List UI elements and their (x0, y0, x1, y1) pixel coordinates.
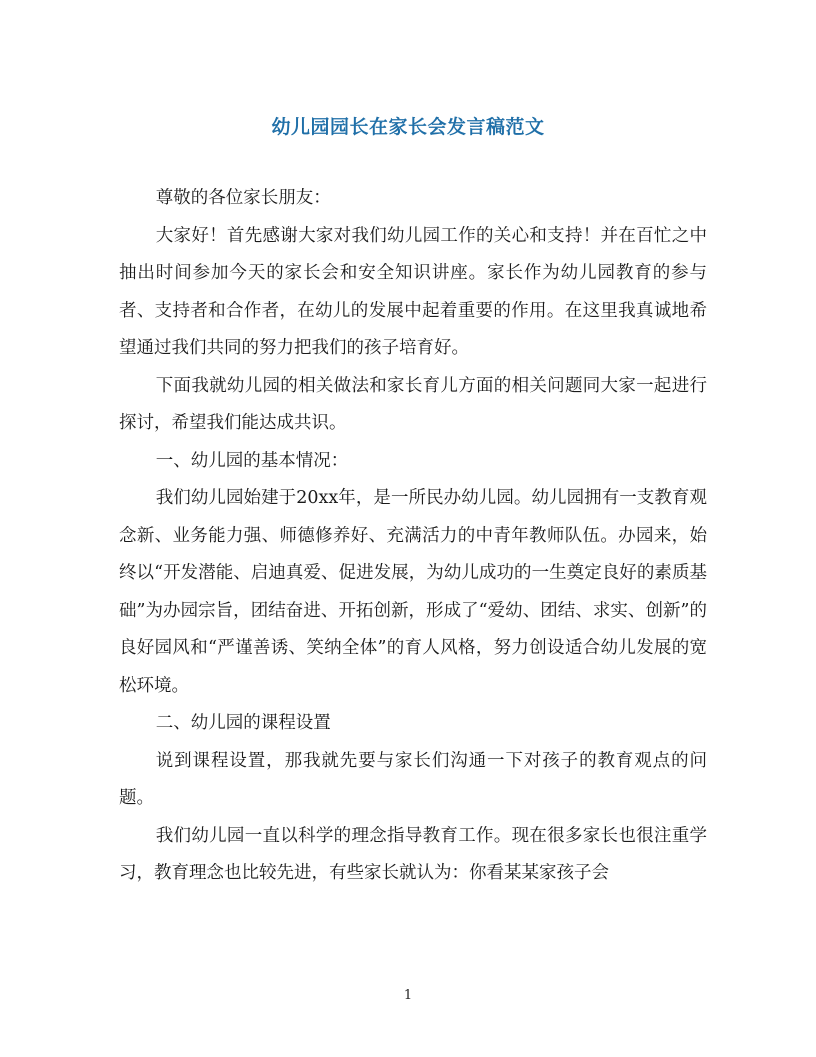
discussion-paragraph: 下面我就幼儿园的相关做法和家长育儿方面的相关问题同大家一起进行探讨，希望我们能达成共识。 (119, 375, 707, 433)
greeting-paragraph: 尊敬的各位家长朋友： (155, 188, 331, 208)
education-philosophy-paragraph: 我们幼儿园一直以科学的理念指导教育工作。现在很多家长也很注重学习，教育理念也比较先进，有些家长就认为：你看某某家孩子会 (119, 825, 707, 883)
page-number: 1 (403, 988, 413, 1003)
curriculum-intro-paragraph: 说到课程设置，那我就先要与家长们沟通一下对孩子的教育观点的问题。 (119, 750, 707, 808)
document-title: 幼儿园园长在家长会发言稿范文 (271, 116, 545, 138)
document-body (119, 180, 707, 893)
section-heading-basic-info: 一、幼儿园的基本情况： (155, 450, 349, 471)
basic-info-paragraph: 我们幼儿园始建于20xx年，是一所民办幼儿园。幼儿园拥有一支教育观念新、业务能力强、师德修养好、充满活力的中青年教师队伍。办园来，始终以“开发潜能、启迪真爱、促进发展，为幼儿成功的一生奠定良好的素质基础”为办园宗旨，团结奋进、开拓创新，形成了“爱幼、团结、求实、创新”的良好园风和“严谨善诱、笑纳全体”的育人风格，努力创设适合幼儿发展的宽松环境。 (119, 488, 707, 696)
section-heading-curriculum: 二、幼儿园的课程设置 (155, 713, 331, 733)
opening-paragraph: 大家好！首先感谢大家对我们幼儿园工作的关心和支持！并在百忙之中抽出时间参加今天的家长会和安全知识讲座。家长作为幼儿园教育的参与者、支持者和合作者，在幼儿的发展中起着重要的作用。在这里我真诚地希望通过我们共同的努力把我们的孩子培育好。 (119, 225, 707, 358)
